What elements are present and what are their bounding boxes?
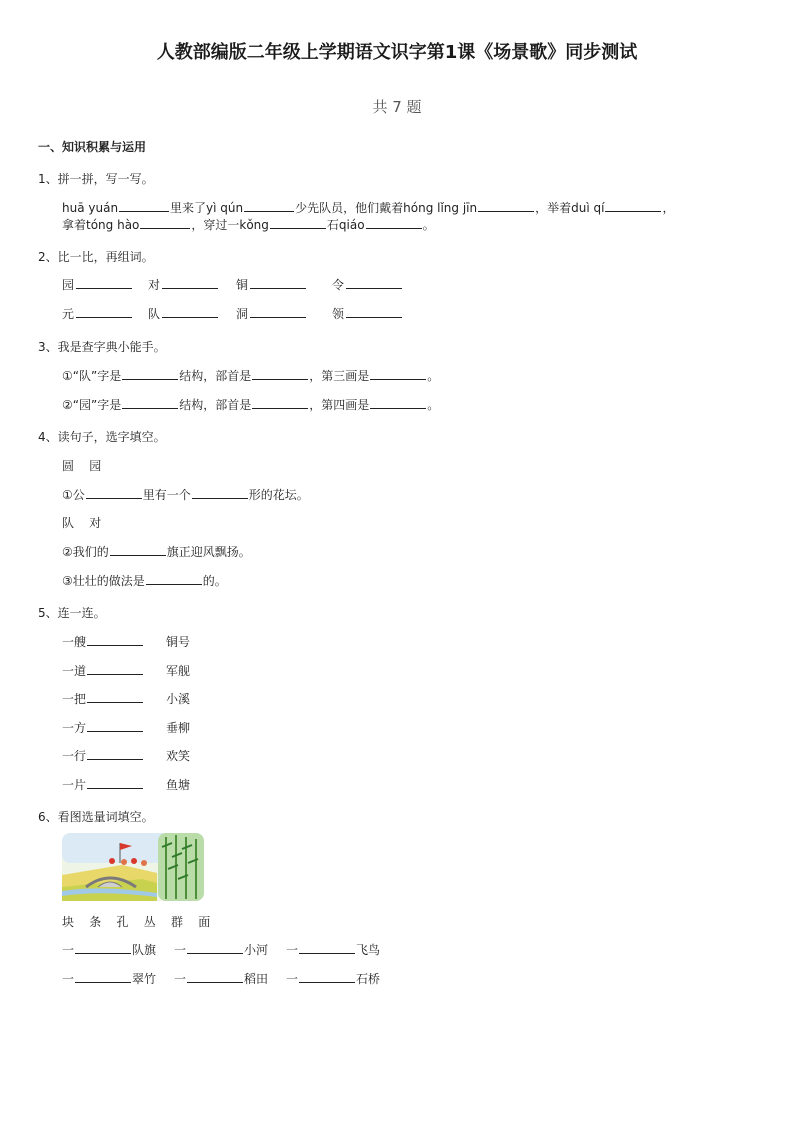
question-4-sentence-3 (62, 572, 227, 589)
measure-word: 一艘 (62, 635, 87, 649)
answer-blank[interactable] (299, 970, 355, 983)
section-heading: 一、知识积累与运用 (38, 140, 147, 154)
question-2-label: 2、比一比，再组词。 (38, 250, 154, 264)
text: 。 (427, 369, 440, 383)
matching-row (62, 747, 190, 764)
answer-blank[interactable] (87, 662, 143, 675)
answer-blank[interactable] (187, 941, 243, 954)
char: 对 (148, 278, 161, 292)
answer-blank[interactable] (146, 572, 202, 585)
text: 的。 (202, 574, 227, 588)
question-1-label: 1、拼一拼，写一写。 (38, 172, 154, 186)
text: ①“队”字是 (62, 369, 122, 383)
question-5-label: 5、连一连。 (38, 606, 106, 620)
char: 令 (332, 278, 345, 292)
text: 翠竹 (132, 972, 157, 986)
noun: 鱼塘 (166, 778, 191, 792)
answer-blank[interactable] (87, 633, 143, 646)
question-3-line-2 (62, 396, 439, 413)
answer-blank[interactable] (110, 543, 166, 556)
text: 一 (62, 972, 75, 986)
noun: 欢笑 (166, 749, 191, 763)
answer-blank[interactable] (299, 941, 355, 954)
text: 少先队员，他们戴着hóng lǐng jīn (295, 201, 478, 215)
answer-blank[interactable] (122, 367, 178, 380)
question-3-label: 3、我是查字典小能手。 (38, 340, 166, 354)
text: ②我们的 (62, 545, 109, 559)
measure-word: 一把 (62, 692, 87, 706)
text: ①公 (62, 488, 85, 502)
matching-row (62, 633, 190, 650)
question-6-row-1 (62, 941, 380, 958)
answer-blank[interactable] (75, 941, 131, 954)
measure-word: 一行 (62, 749, 87, 763)
noun: 垂柳 (166, 721, 191, 735)
text: 。 (422, 218, 435, 232)
answer-blank[interactable] (187, 970, 243, 983)
answer-blank[interactable] (87, 719, 143, 732)
answer-blank[interactable] (250, 276, 306, 289)
text: 一 (286, 972, 299, 986)
matching-row (62, 662, 190, 679)
text: 里有一个 (142, 488, 191, 502)
question-6-row-2 (62, 970, 380, 987)
answer-blank[interactable] (162, 276, 218, 289)
answer-blank[interactable] (119, 199, 169, 212)
char: 队 (148, 307, 161, 321)
answer-blank[interactable] (366, 216, 422, 229)
choice-characters: 圆 园 (62, 459, 102, 473)
answer-blank[interactable] (346, 305, 402, 318)
text: ，第四画是 (309, 398, 370, 412)
answer-blank[interactable] (244, 199, 294, 212)
text: 一 (286, 943, 299, 957)
answer-blank[interactable] (162, 305, 218, 318)
answer-blank[interactable] (87, 747, 143, 760)
text: 一 (62, 943, 75, 957)
noun: 小溪 (166, 692, 191, 706)
question-4-sentence-2 (62, 543, 251, 560)
text: 飞鸟 (356, 943, 381, 957)
answer-blank[interactable] (192, 486, 248, 499)
text: ，穿过一kǒng (191, 218, 269, 232)
text: 一 (174, 943, 187, 957)
answer-blank[interactable] (140, 216, 190, 229)
answer-blank[interactable] (76, 276, 132, 289)
text: 结构，部首是 (179, 369, 252, 383)
question-4-label: 4、读句子，选字填空。 (38, 430, 166, 444)
text: 小河 (244, 943, 269, 957)
answer-blank[interactable] (252, 396, 308, 409)
question-2-row-2 (62, 305, 403, 322)
char: 洞 (236, 307, 249, 321)
answer-blank[interactable] (478, 199, 534, 212)
text: huā yuán (62, 201, 119, 215)
text: ②“园”字是 (62, 398, 122, 412)
answer-blank[interactable] (122, 396, 178, 409)
text: 。 (427, 398, 440, 412)
char: 铜 (236, 278, 249, 292)
text: 一 (174, 972, 187, 986)
text: 稻田 (244, 972, 269, 986)
noun: 军舰 (166, 664, 191, 678)
text: ， (662, 201, 675, 215)
char: 园 (62, 278, 75, 292)
page-title: 人教部编版二年级上学期语文识字第1课《场景歌》同步测试 (156, 42, 638, 63)
answer-blank[interactable] (75, 970, 131, 983)
scene-illustration (62, 833, 204, 901)
matching-row (62, 776, 190, 793)
answer-blank[interactable] (86, 486, 142, 499)
answer-blank[interactable] (270, 216, 326, 229)
answer-blank[interactable] (346, 276, 402, 289)
text: 队旗 (132, 943, 157, 957)
text: 拿着tóng hào (62, 218, 140, 232)
char: 元 (62, 307, 75, 321)
noun: 铜号 (166, 635, 191, 649)
matching-row (62, 690, 190, 707)
question-6-label: 6、看图选量词填空。 (38, 810, 154, 824)
measure-word: 一道 (62, 664, 87, 678)
text: 石桥 (356, 972, 381, 986)
park-scene-image (62, 833, 204, 901)
text: ，第三画是 (309, 369, 370, 383)
text: ，举着duì qí (535, 201, 605, 215)
question-1-line-1 (62, 199, 674, 216)
answer-blank[interactable] (605, 199, 661, 212)
measure-word: 一方 (62, 721, 87, 735)
text: 结构，部首是 (179, 398, 252, 412)
question-2-row-1 (62, 276, 403, 293)
question-4-sentence-1 (62, 486, 309, 503)
answer-blank[interactable] (252, 367, 308, 380)
text: 里来了yì qún (170, 201, 244, 215)
question-count: 共 7 题 (372, 98, 422, 116)
measure-word: 一片 (62, 778, 87, 792)
answer-blank[interactable] (87, 776, 143, 789)
answer-blank[interactable] (76, 305, 132, 318)
answer-blank[interactable] (250, 305, 306, 318)
answer-blank[interactable] (87, 690, 143, 703)
measure-word-choices: 块 条 孔 丛 群 面 (62, 915, 211, 929)
text: 形的花坛。 (248, 488, 309, 502)
question-3-line-1 (62, 367, 439, 384)
text: 石qiáo (326, 218, 365, 232)
question-1-line-2 (62, 216, 435, 233)
answer-blank[interactable] (370, 367, 426, 380)
text: ③壮壮的做法是 (62, 574, 145, 588)
choice-characters: 队 对 (62, 516, 102, 530)
answer-blank[interactable] (370, 396, 426, 409)
char: 领 (332, 307, 345, 321)
text: 旗正迎风飘扬。 (166, 545, 251, 559)
matching-row (62, 719, 190, 736)
